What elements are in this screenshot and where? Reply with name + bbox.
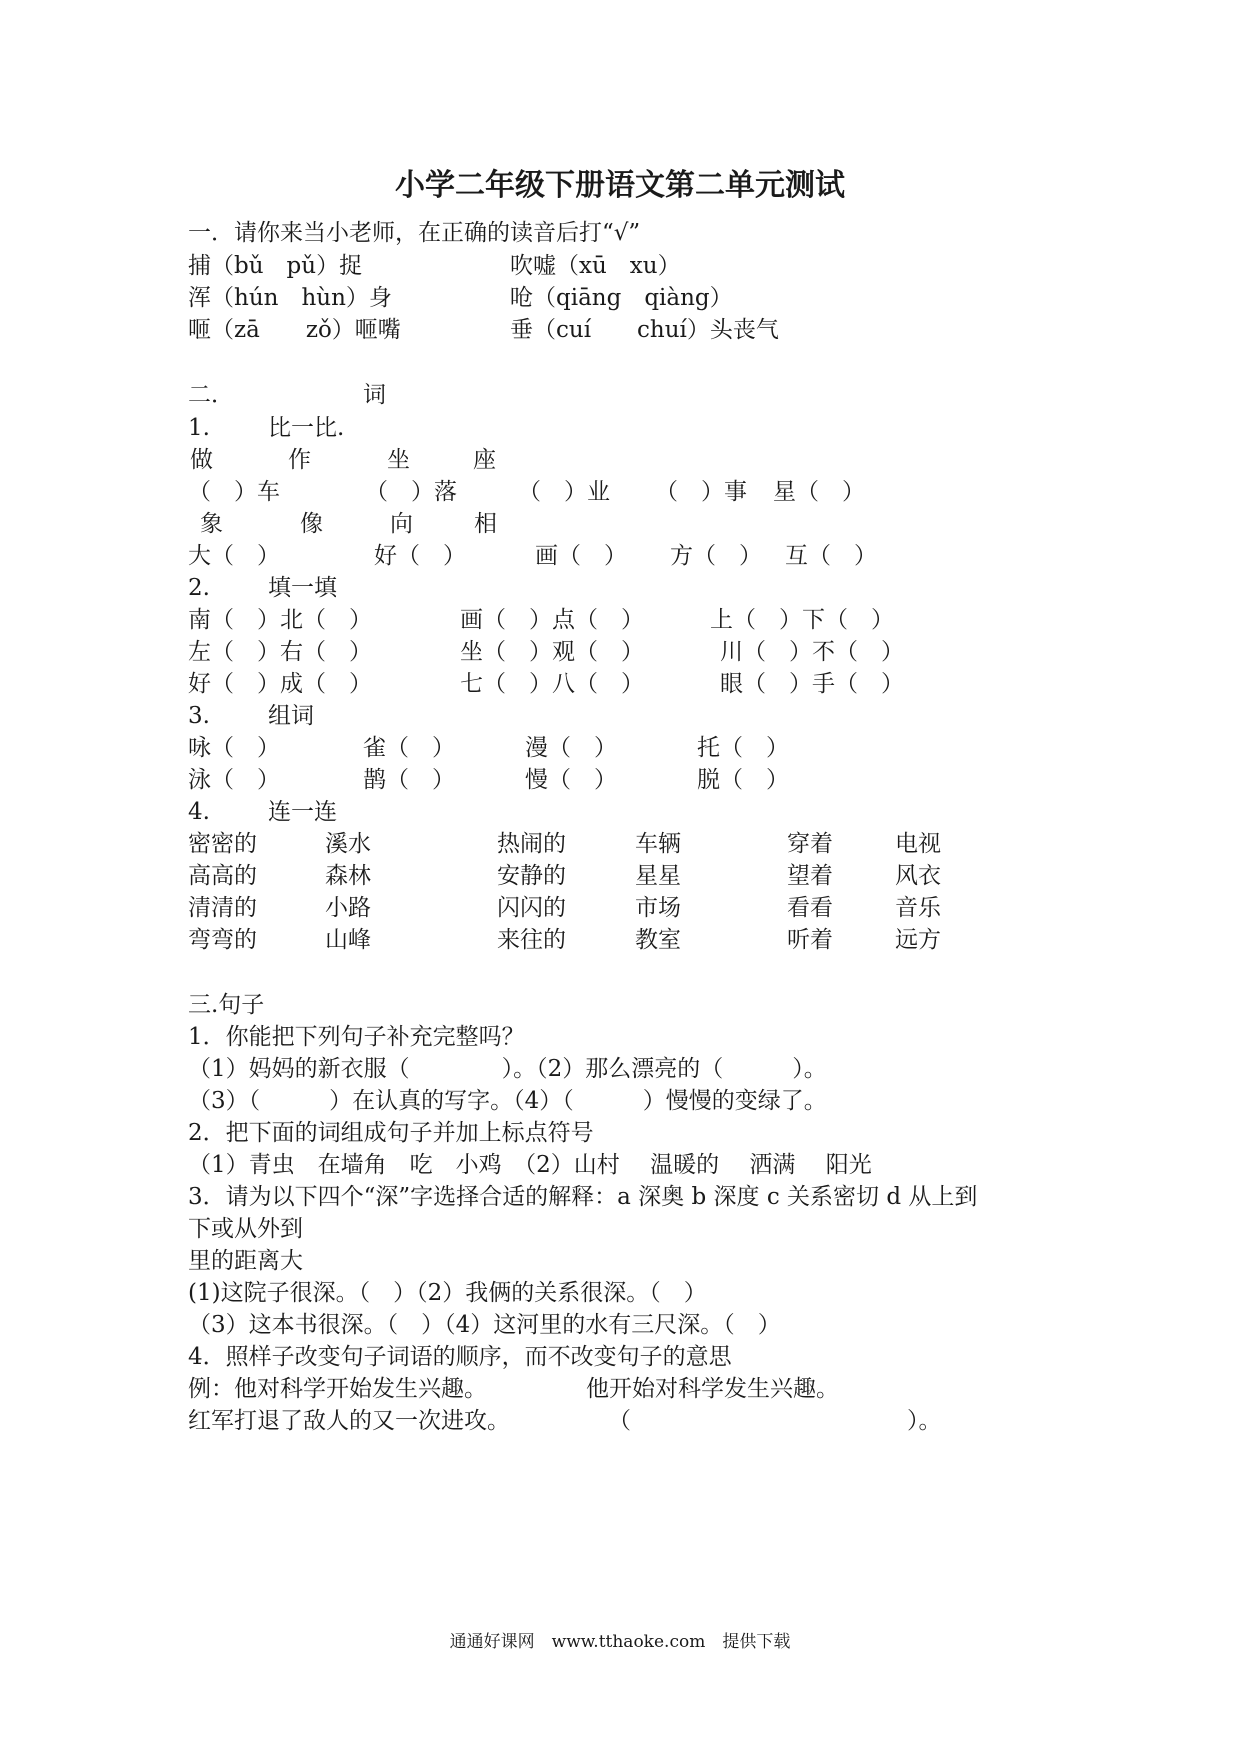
fill-blank: 眼（ ）手（ ） <box>720 671 904 697</box>
match-word: 安静的 <box>497 863 566 889</box>
compare-char: 做 <box>190 447 213 473</box>
answer-blank: （ ）。 <box>608 1408 942 1434</box>
match-word: 电视 <box>895 831 941 857</box>
match-word: 风衣 <box>895 863 941 889</box>
fill-blank: （ ）车 <box>188 479 280 505</box>
example-sentence: 他开始对科学发生兴趣。 <box>586 1376 839 1402</box>
section2-heading-num: 二． <box>188 382 234 408</box>
match-word: 清清的 <box>188 895 257 921</box>
fill-blank: 大（ ） <box>188 543 280 569</box>
fill-blank: 星（ ） <box>773 479 865 505</box>
compare-char: 像 <box>300 511 323 537</box>
match-word: 高高的 <box>188 863 257 889</box>
match-word: 看看 <box>787 895 833 921</box>
fill-blank: 上（ ）下（ ） <box>710 607 894 633</box>
pinyin-item: 咂（zā zǒ）咂嘴 <box>188 317 401 343</box>
pinyin-item: 吹嘘（xū xu） <box>510 253 681 279</box>
question-text: 4．照样子改变句子词语的顺序，而不改变句子的意思 <box>188 1344 732 1370</box>
word-blank: 泳（ ） <box>188 767 280 793</box>
q-label: 组词 <box>268 703 314 729</box>
task-sentence: 红军打退了敌人的又一次进攻。 <box>188 1408 510 1434</box>
compare-char: 相 <box>474 511 497 537</box>
compare-char: 座 <box>473 447 496 473</box>
match-word: 弯弯的 <box>188 927 257 953</box>
fill-blank: 坐（ ）观（ ） <box>460 639 644 665</box>
footer: 通通好课网 www.tthaoke.com 提供下载 <box>449 1632 791 1652</box>
fill-blank: 好（ ） <box>374 543 466 569</box>
match-word: 热闹的 <box>497 831 566 857</box>
pinyin-item: 呛（qiāng qiàng） <box>510 285 733 311</box>
question-text: 1．你能把下列句子补充完整吗？ <box>188 1024 525 1050</box>
word-blank: 鹊（ ） <box>363 767 455 793</box>
match-word: 星星 <box>635 863 681 889</box>
match-word: 教室 <box>635 927 681 953</box>
word-group: （1）青虫 在墙角 吃 小鸡 （2）山村 温暖的 洒满 阳光 <box>188 1152 872 1178</box>
fill-blank: 左（ ）右（ ） <box>188 639 372 665</box>
match-word: 小路 <box>325 895 371 921</box>
compare-char: 坐 <box>387 447 410 473</box>
fill-blank: 画（ ） <box>535 543 627 569</box>
word-blank: 漫（ ） <box>525 735 617 761</box>
match-word: 溪水 <box>325 831 371 857</box>
fill-blank: 七（ ）八（ ） <box>460 671 644 697</box>
word-blank: 脱（ ） <box>697 767 789 793</box>
sentence-blank: （1）妈妈的新衣服（ ）。（2）那么漂亮的（ ）。 <box>188 1056 827 1082</box>
sentence-blank: (1)这院子很深。（ ）（2）我俩的关系很深。（ ） <box>188 1280 707 1306</box>
fill-blank: 画（ ）点（ ） <box>460 607 644 633</box>
pinyin-item: 垂（cuí chuí）头丧气 <box>510 317 779 343</box>
match-word: 密密的 <box>188 831 257 857</box>
fill-blank: （ ）事 <box>655 479 747 505</box>
compare-char: 象 <box>200 511 223 537</box>
match-word: 森林 <box>325 863 371 889</box>
q-number: 1. <box>188 415 210 441</box>
fill-blank: （ ）落 <box>365 479 457 505</box>
match-word: 穿着 <box>787 831 833 857</box>
match-word: 市场 <box>635 895 681 921</box>
q-label: 填一填 <box>268 575 337 601</box>
compare-char: 作 <box>288 447 311 473</box>
match-word: 听着 <box>787 927 833 953</box>
q-number: 4. <box>188 799 210 825</box>
fill-blank: 南（ ）北（ ） <box>188 607 372 633</box>
section3-heading: 三.句子 <box>188 992 265 1018</box>
sentence-blank: （3）（ ）在认真的写字。（4）（ ）慢慢的变绿了。 <box>188 1088 827 1114</box>
q-label: 连一连 <box>268 799 337 825</box>
fill-blank: 方（ ） <box>670 543 762 569</box>
section2-heading-word: 词 <box>363 382 386 408</box>
word-blank: 托（ ） <box>697 735 789 761</box>
page-title: 小学二年级下册语文第二单元测试 <box>395 168 845 203</box>
word-blank: 雀（ ） <box>363 735 455 761</box>
fill-blank: （ ）业 <box>518 479 610 505</box>
match-word: 音乐 <box>895 895 941 921</box>
q-number: 3. <box>188 703 210 729</box>
fill-blank: 好（ ）成（ ） <box>188 671 372 697</box>
match-word: 远方 <box>895 927 941 953</box>
match-word: 来往的 <box>497 927 566 953</box>
match-word: 山峰 <box>325 927 371 953</box>
q-number: 2. <box>188 575 210 601</box>
word-blank: 慢（ ） <box>525 767 617 793</box>
fill-blank: 川（ ）不（ ） <box>720 639 904 665</box>
compare-char: 向 <box>390 511 413 537</box>
question-text-cont: 里的距离大 <box>188 1248 303 1274</box>
match-word: 闪闪的 <box>497 895 566 921</box>
question-text-cont: 下或从外到 <box>188 1216 303 1242</box>
question-text: 3．请为以下四个“深”字选择合适的解释：a 深奥 b 深度 c 关系密切 d 从上到 <box>188 1184 978 1210</box>
match-word: 望着 <box>787 863 833 889</box>
q-label: 比一比. <box>268 415 345 441</box>
section1-heading: 一．请你来当小老师，在正确的读音后打“√” <box>188 220 641 246</box>
pinyin-item: 浑（hún hùn）身 <box>188 285 392 311</box>
fill-blank: 互（ ） <box>785 543 877 569</box>
question-text: 2．把下面的词组成句子并加上标点符号 <box>188 1120 594 1146</box>
match-word: 车辆 <box>635 831 681 857</box>
pinyin-item: 捕（bǔ pǔ）捉 <box>188 253 363 279</box>
sentence-blank: （3）这本书很深。（ ）（4）这河里的水有三尺深。（ ） <box>188 1312 781 1338</box>
example-sentence: 例：他对科学开始发生兴趣。 <box>188 1376 487 1402</box>
word-blank: 咏（ ） <box>188 735 280 761</box>
